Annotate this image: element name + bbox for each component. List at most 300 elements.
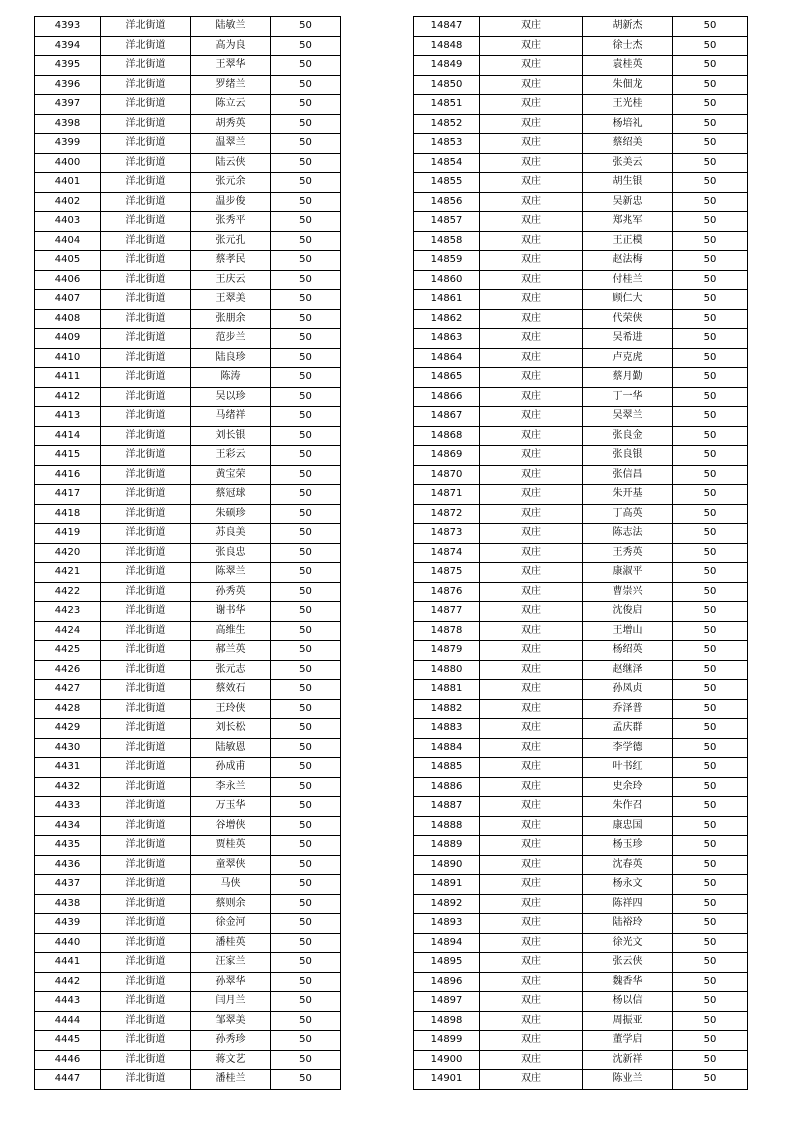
amount-cell: 50 [673,933,748,953]
table-row [414,95,748,115]
location-cell: 洋北街道 [101,582,191,602]
table-row [35,621,341,641]
location-cell: 洋北街道 [101,485,191,505]
amount-cell: 50 [271,777,341,797]
table-row [414,270,748,290]
table-row [414,875,748,895]
table-row [414,290,748,310]
table-row [35,660,341,680]
name-cell: 顾仁大 [583,290,673,310]
table-row [35,1011,341,1031]
name-cell: 张良忠 [191,543,271,563]
table-row [414,758,748,778]
table-row [35,797,341,817]
amount-cell: 50 [673,17,748,37]
location-cell: 洋北街道 [101,524,191,544]
serial-number-cell: 14850 [414,75,480,95]
location-cell: 双庄 [480,465,583,485]
amount-cell: 50 [271,933,341,953]
amount-cell: 50 [673,504,748,524]
location-cell: 双庄 [480,1031,583,1051]
amount-cell: 50 [673,134,748,154]
amount-cell: 50 [673,153,748,173]
table-row [414,75,748,95]
amount-cell: 50 [673,602,748,622]
amount-cell: 50 [673,95,748,115]
amount-cell: 50 [271,329,341,349]
location-cell: 双庄 [480,563,583,583]
name-cell: 张美云 [583,153,673,173]
name-cell: 张元孔 [191,231,271,251]
table-row [35,251,341,271]
table-row [414,914,748,934]
location-cell: 双庄 [480,953,583,973]
table-row [35,777,341,797]
name-cell: 孙翠华 [191,972,271,992]
amount-cell: 50 [271,309,341,329]
serial-number-cell: 14868 [414,426,480,446]
location-cell: 洋北街道 [101,953,191,973]
location-cell: 洋北街道 [101,290,191,310]
serial-number-cell: 14893 [414,914,480,934]
amount-cell: 50 [673,758,748,778]
amount-cell: 50 [271,407,341,427]
location-cell: 双庄 [480,231,583,251]
serial-number-cell: 4442 [35,972,101,992]
table-row [35,680,341,700]
table-row [35,407,341,427]
serial-number-cell: 4404 [35,231,101,251]
serial-number-cell: 4393 [35,17,101,37]
amount-cell: 50 [271,504,341,524]
amount-cell: 50 [673,563,748,583]
name-cell: 吴以珍 [191,387,271,407]
serial-number-cell: 14863 [414,329,480,349]
serial-number-cell: 14898 [414,1011,480,1031]
name-cell: 杨培礼 [583,114,673,134]
table-row [414,972,748,992]
name-cell: 郝兰英 [191,641,271,661]
location-cell: 双庄 [480,17,583,37]
location-cell: 双庄 [480,1011,583,1031]
serial-number-cell: 4395 [35,56,101,76]
right-table-body [414,17,748,1090]
amount-cell: 50 [673,680,748,700]
name-cell: 张云侠 [583,953,673,973]
serial-number-cell: 4405 [35,251,101,271]
table-row [35,36,341,56]
amount-cell: 50 [673,1031,748,1051]
location-cell: 洋北街道 [101,114,191,134]
serial-number-cell: 14849 [414,56,480,76]
table-row [414,231,748,251]
amount-cell: 50 [271,524,341,544]
name-cell: 蔡则余 [191,894,271,914]
serial-number-cell: 4413 [35,407,101,427]
name-cell: 蔡月勤 [583,368,673,388]
table-row [35,641,341,661]
serial-number-cell: 4399 [35,134,101,154]
serial-number-cell: 4414 [35,426,101,446]
name-cell: 张元志 [191,660,271,680]
name-cell: 孙秀英 [191,582,271,602]
location-cell: 双庄 [480,153,583,173]
location-cell: 双庄 [480,933,583,953]
location-cell: 双庄 [480,1050,583,1070]
location-cell: 洋北街道 [101,1050,191,1070]
table-row [414,173,748,193]
location-cell: 洋北街道 [101,56,191,76]
name-cell: 袁桂英 [583,56,673,76]
serial-number-cell: 4403 [35,212,101,232]
serial-number-cell: 14873 [414,524,480,544]
amount-cell: 50 [673,719,748,739]
location-cell: 洋北街道 [101,563,191,583]
table-row [35,134,341,154]
location-cell: 双庄 [480,426,583,446]
name-cell: 郑兆军 [583,212,673,232]
table-row [414,446,748,466]
amount-cell: 50 [673,290,748,310]
name-cell: 孟庆群 [583,719,673,739]
table-row [414,504,748,524]
name-cell: 马绪祥 [191,407,271,427]
table-row [414,641,748,661]
table-row [35,563,341,583]
serial-number-cell: 14858 [414,231,480,251]
table-row [35,972,341,992]
table-row [414,524,748,544]
amount-cell: 50 [271,1070,341,1090]
name-cell: 苏良美 [191,524,271,544]
serial-number-cell: 4440 [35,933,101,953]
table-row [35,426,341,446]
name-cell: 叶书红 [583,758,673,778]
amount-cell: 50 [673,797,748,817]
location-cell: 双庄 [480,699,583,719]
amount-cell: 50 [673,699,748,719]
name-cell: 康淑平 [583,563,673,583]
table-row [414,36,748,56]
amount-cell: 50 [271,95,341,115]
serial-number-cell: 14901 [414,1070,480,1090]
amount-cell: 50 [673,56,748,76]
name-cell: 蔡孝民 [191,251,271,271]
amount-cell: 50 [271,134,341,154]
serial-number-cell: 4417 [35,485,101,505]
table-row [35,992,341,1012]
table-row [414,17,748,37]
serial-number-cell: 4423 [35,602,101,622]
name-cell: 胡生银 [583,173,673,193]
location-cell: 洋北街道 [101,719,191,739]
amount-cell: 50 [673,777,748,797]
name-cell: 张良金 [583,426,673,446]
location-cell: 双庄 [480,309,583,329]
location-cell: 双庄 [480,192,583,212]
amount-cell: 50 [673,212,748,232]
serial-number-cell: 4435 [35,836,101,856]
amount-cell: 50 [673,660,748,680]
name-cell: 张元余 [191,173,271,193]
serial-number-cell: 4429 [35,719,101,739]
serial-number-cell: 14867 [414,407,480,427]
serial-number-cell: 4427 [35,680,101,700]
serial-number-cell: 14890 [414,855,480,875]
amount-cell: 50 [271,1050,341,1070]
location-cell: 双庄 [480,75,583,95]
location-cell: 双庄 [480,758,583,778]
serial-number-cell: 14872 [414,504,480,524]
location-cell: 洋北街道 [101,1070,191,1090]
table-row [414,777,748,797]
serial-number-cell: 4439 [35,914,101,934]
name-cell: 张朋余 [191,309,271,329]
table-row [35,699,341,719]
location-cell: 洋北街道 [101,894,191,914]
location-cell: 双庄 [480,894,583,914]
table-row [35,270,341,290]
amount-cell: 50 [271,699,341,719]
location-cell: 双庄 [480,602,583,622]
table-row [414,621,748,641]
serial-number-cell: 14883 [414,719,480,739]
amount-cell: 50 [673,426,748,446]
table-row [35,953,341,973]
serial-number-cell: 14885 [414,758,480,778]
name-cell: 刘长松 [191,719,271,739]
location-cell: 洋北街道 [101,309,191,329]
serial-number-cell: 14886 [414,777,480,797]
serial-number-cell: 4420 [35,543,101,563]
table-row [35,290,341,310]
amount-cell: 50 [673,1070,748,1090]
location-cell: 双庄 [480,875,583,895]
name-cell: 王秀英 [583,543,673,563]
serial-number-cell: 4407 [35,290,101,310]
serial-number-cell: 14880 [414,660,480,680]
serial-number-cell: 4443 [35,992,101,1012]
location-cell: 双庄 [480,407,583,427]
serial-number-cell: 4411 [35,368,101,388]
location-cell: 洋北街道 [101,348,191,368]
table-row [414,933,748,953]
table-row [414,699,748,719]
location-cell: 洋北街道 [101,1011,191,1031]
name-cell: 罗绪兰 [191,75,271,95]
name-cell: 张良银 [583,446,673,466]
table-row [35,1031,341,1051]
serial-number-cell: 14887 [414,797,480,817]
serial-number-cell: 14874 [414,543,480,563]
table-row [414,56,748,76]
location-cell: 洋北街道 [101,933,191,953]
serial-number-cell: 14856 [414,192,480,212]
serial-number-cell: 14854 [414,153,480,173]
location-cell: 洋北街道 [101,270,191,290]
name-cell: 李学德 [583,738,673,758]
amount-cell: 50 [673,75,748,95]
name-cell: 王翠美 [191,290,271,310]
location-cell: 洋北街道 [101,387,191,407]
amount-cell: 50 [271,621,341,641]
table-row [414,212,748,232]
amount-cell: 50 [673,36,748,56]
name-cell: 徐光文 [583,933,673,953]
location-cell: 双庄 [480,504,583,524]
amount-cell: 50 [271,75,341,95]
serial-number-cell: 4447 [35,1070,101,1090]
table-row [414,1050,748,1070]
name-cell: 陈立云 [191,95,271,115]
location-cell: 洋北街道 [101,134,191,154]
amount-cell: 50 [271,797,341,817]
amount-cell: 50 [673,543,748,563]
location-cell: 洋北街道 [101,777,191,797]
name-cell: 陆良珍 [191,348,271,368]
serial-number-cell: 14900 [414,1050,480,1070]
table-row [35,153,341,173]
location-cell: 洋北街道 [101,758,191,778]
serial-number-cell: 4444 [35,1011,101,1031]
name-cell: 陈涛 [191,368,271,388]
table-row [35,56,341,76]
location-cell: 双庄 [480,582,583,602]
location-cell: 双庄 [480,680,583,700]
table-row [35,933,341,953]
location-cell: 洋北街道 [101,836,191,856]
amount-cell: 50 [673,992,748,1012]
location-cell: 洋北街道 [101,855,191,875]
serial-number-cell: 14875 [414,563,480,583]
name-cell: 卢克虎 [583,348,673,368]
amount-cell: 50 [271,563,341,583]
table-row [414,855,748,875]
location-cell: 洋北街道 [101,75,191,95]
table-row [35,387,341,407]
name-cell: 杨绍英 [583,641,673,661]
name-cell: 孙凤贞 [583,680,673,700]
serial-number-cell: 14865 [414,368,480,388]
location-cell: 双庄 [480,992,583,1012]
name-cell: 付桂兰 [583,270,673,290]
table-row [35,368,341,388]
serial-number-cell: 14878 [414,621,480,641]
table-row [414,426,748,446]
name-cell: 汪家兰 [191,953,271,973]
amount-cell: 50 [673,582,748,602]
name-cell: 邹翠美 [191,1011,271,1031]
serial-number-cell: 4401 [35,173,101,193]
location-cell: 洋北街道 [101,1031,191,1051]
name-cell: 谢书华 [191,602,271,622]
amount-cell: 50 [673,309,748,329]
amount-cell: 50 [673,816,748,836]
table-row [414,1011,748,1031]
location-cell: 洋北街道 [101,816,191,836]
name-cell: 潘桂英 [191,933,271,953]
table-row [35,173,341,193]
name-cell: 胡新杰 [583,17,673,37]
serial-number-cell: 4426 [35,660,101,680]
name-cell: 蔡绍美 [583,134,673,154]
serial-number-cell: 14894 [414,933,480,953]
table-row [414,153,748,173]
table-row [35,212,341,232]
name-cell: 陈翠兰 [191,563,271,583]
location-cell: 洋北街道 [101,36,191,56]
name-cell: 陆敏兰 [191,17,271,37]
name-cell: 谷增侠 [191,816,271,836]
name-cell: 王增山 [583,621,673,641]
serial-number-cell: 14859 [414,251,480,271]
table-row [414,816,748,836]
table-row [414,348,748,368]
table-row [35,465,341,485]
serial-number-cell: 4438 [35,894,101,914]
serial-number-cell: 4421 [35,563,101,583]
serial-number-cell: 14882 [414,699,480,719]
table-row [414,582,748,602]
location-cell: 洋北街道 [101,17,191,37]
table-row [414,192,748,212]
table-row [35,816,341,836]
name-cell: 童翠侠 [191,855,271,875]
amount-cell: 50 [271,660,341,680]
table-row [35,875,341,895]
location-cell: 双庄 [480,368,583,388]
table-row [414,894,748,914]
serial-number-cell: 4412 [35,387,101,407]
table-row [35,582,341,602]
serial-number-cell: 14895 [414,953,480,973]
amount-cell: 50 [673,485,748,505]
name-cell: 沈俊启 [583,602,673,622]
serial-number-cell: 14888 [414,816,480,836]
serial-number-cell: 4402 [35,192,101,212]
amount-cell: 50 [271,953,341,973]
name-cell: 王彩云 [191,446,271,466]
amount-cell: 50 [673,1011,748,1031]
name-cell: 吴翠兰 [583,407,673,427]
amount-cell: 50 [271,641,341,661]
name-cell: 温翠兰 [191,134,271,154]
table-row [414,329,748,349]
serial-number-cell: 4409 [35,329,101,349]
serial-number-cell: 4406 [35,270,101,290]
name-cell: 李永兰 [191,777,271,797]
name-cell: 魏香华 [583,972,673,992]
table-row [414,953,748,973]
name-cell: 万玉华 [191,797,271,817]
amount-cell: 50 [271,270,341,290]
name-cell: 朱作召 [583,797,673,817]
name-cell: 高维生 [191,621,271,641]
location-cell: 洋北街道 [101,192,191,212]
serial-number-cell: 4408 [35,309,101,329]
name-cell: 吴希进 [583,329,673,349]
table-row [35,192,341,212]
serial-number-cell: 4400 [35,153,101,173]
serial-number-cell: 4425 [35,641,101,661]
name-cell: 胡秀英 [191,114,271,134]
name-cell: 杨以信 [583,992,673,1012]
table-row [414,836,748,856]
serial-number-cell: 14853 [414,134,480,154]
name-cell: 沈新祥 [583,1050,673,1070]
table-row [35,543,341,563]
amount-cell: 50 [271,290,341,310]
